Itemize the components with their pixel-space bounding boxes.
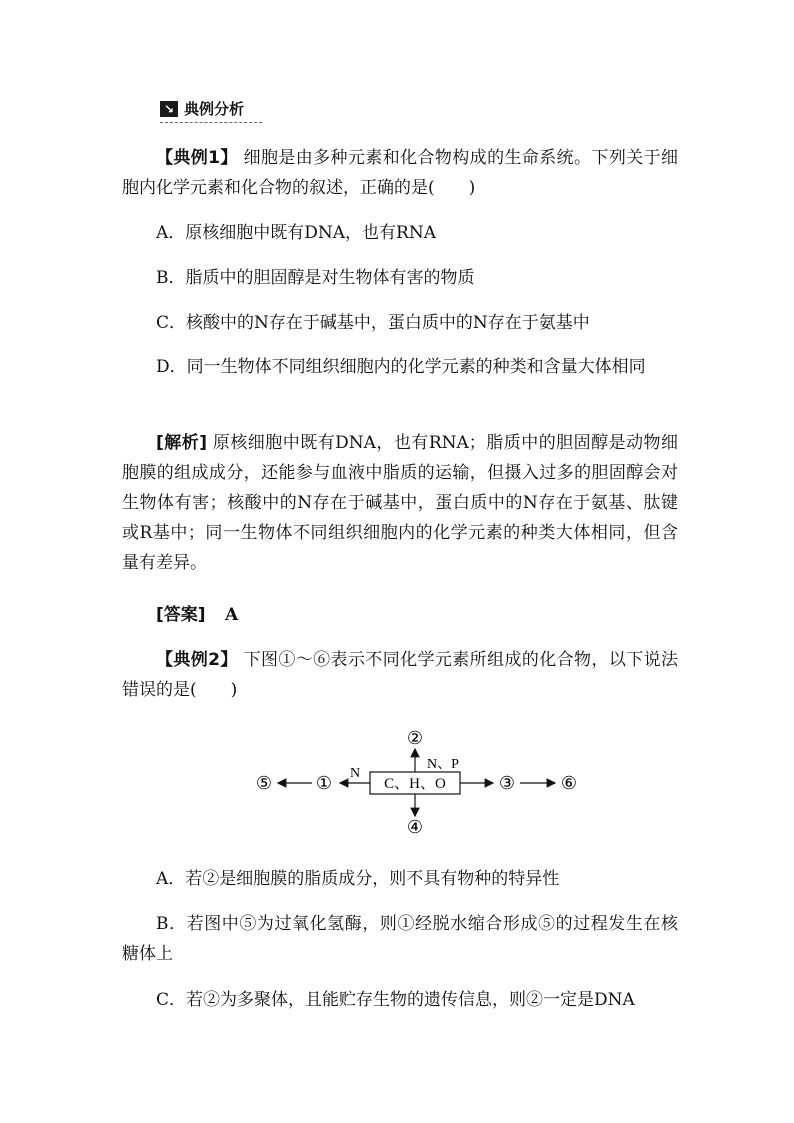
node-4: ④ [406, 817, 424, 837]
analysis-text: 原核细胞中既有DNA，也有RNA；脂质中的胆固醇是动物细胞膜的组成成分，还能参与血液中脂质的运输，但摄入过多的胆固醇会对生物体有害；核酸中的N存在于碱基中，蛋白质中的N存在于氨基、肽键或R基中；同一生物体不同组织细胞内的化学元素的种类大体相同，但含量有差异。 [122, 433, 679, 573]
example1-tag: 【典例1】 [156, 148, 238, 168]
node-6: ⑥ [560, 773, 578, 793]
node-2: ② [406, 728, 424, 748]
example2-option-c: C．若②为多聚体，且能贮存生物的遗传信息，则②一定是DNA [156, 990, 635, 1010]
example1-option-d: D．同一生物体不同组织细胞内的化学元素的种类和含量大体相同 [156, 357, 646, 377]
example2-option-a: A．若②是细胞膜的脂质成分，则不具有物种的特异性 [156, 869, 560, 889]
example1-option-c: C．核酸中的N存在于碱基中，蛋白质中的N存在于氨基中 [156, 313, 590, 333]
center-label: C、H、O [384, 776, 446, 792]
node-5: ⑤ [255, 773, 273, 793]
section-title: 典例分析 [184, 100, 245, 118]
node-3: ③ [498, 773, 516, 793]
analysis-tag: [解析] [156, 433, 207, 453]
arrow-icon: ↘ [160, 101, 178, 117]
label-n: N [350, 766, 361, 781]
answer-tag: [答案] [156, 605, 206, 625]
example1-stem [122, 143, 678, 203]
example2-option-b: B．若图中⑤为过氧化氢酶，则①经脱水缩合形成⑤的过程发生在核糖体上 [122, 914, 678, 964]
example1-option-a: A．原核细胞中既有DNA，也有RNA [156, 223, 437, 243]
example2-stem [122, 645, 678, 705]
example2-question: 下图①～⑥表示不同化学元素所组成的化合物，以下说法错误的是( ) [122, 650, 678, 700]
node-1: ① [315, 773, 333, 793]
example1-analysis [122, 428, 678, 578]
section-header [160, 98, 262, 123]
example1-answer [122, 600, 678, 630]
example1-question: 细胞是由多种元素和化合物构成的生命系统。下列关于细胞内化学元素和化合物的叙述，正确的是( ) [122, 148, 678, 198]
example1-option-b: B．脂质中的胆固醇是对生物体有害的物质 [156, 268, 475, 288]
label-np: N、P [427, 757, 459, 772]
compound-diagram [240, 722, 600, 840]
example2-tag: 【典例2】 [156, 650, 238, 670]
answer-value: A [224, 605, 239, 625]
